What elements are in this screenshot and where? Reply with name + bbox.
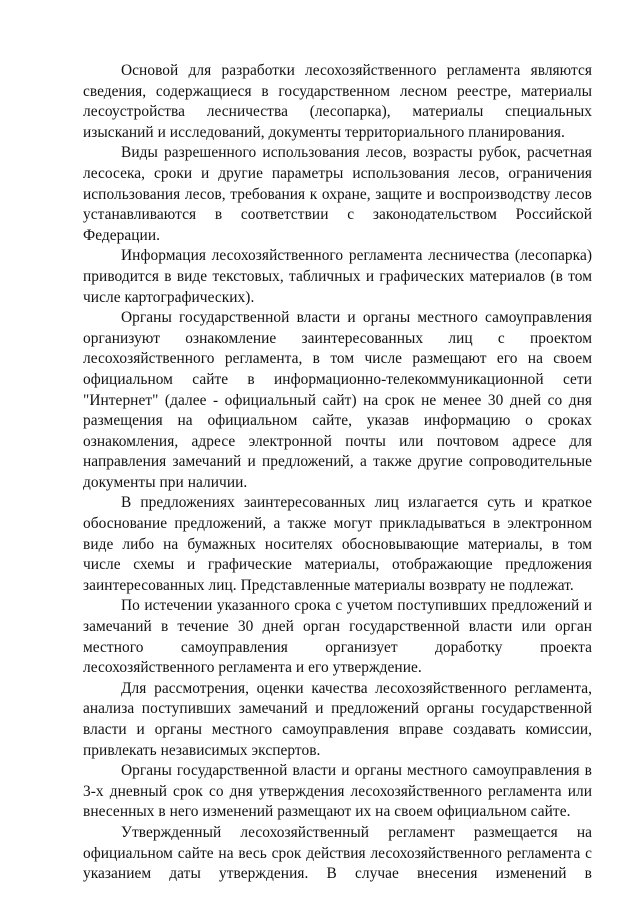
paragraph-4: Органы государственной власти и органы местного самоуправления организуют ознакомление заинтересованных лиц с проектом лесохозяйственного регламента, в том числе размещают его на своем официальном сайте в информационно-телекоммуникационной сети "Интернет" (далее - официальный сайт) на срок не менее 30 дней со дня размещения на официальном сайте, указав информацию о сроках ознакомления, адресе электронной почты или почтовом адресе для направления замечаний и предложений, а также другие сопроводительные документы при наличии. (83, 309, 592, 491)
paragraph-1: Основой для разработки лесохозяйственного регламента являются сведения, содержащиеся в государственном лесном реестре, материалы лесоустройства лесничества (лесопарка), материалы специальных изысканий и исследований, документы территориального планирования. (83, 62, 592, 141)
paragraph-7: Для рассмотрения, оценки качества лесохозяйственного регламента, анализа поступивших замечаний и предложений органы государственной власти и органы местного самоуправления вправе создавать комиссии, привлекать независимых экспертов. (83, 679, 592, 759)
paragraph-3: Информация лесохозяйственного регламента лесничества (лесопарка) приводится в виде текстовых, табличных и графических материалов (в том числе картографических). (83, 247, 592, 306)
paragraph-2: Виды разрешенного использования лесов, возрасты рубок, расчетная лесосека, сроки и другие параметры использования лесов, ограничения использования лесов, требования к охране, защите и воспроизводству лесов устанавливаются в соответствии с законодательством Российской Федерации. (83, 144, 592, 244)
paragraph-6: По истечении указанного срока с учетом поступивших предложений и замечаний в течение 30 дней орган государственной власти или орган местного самоуправления организует доработку проекта лесохозяйственного регламента и его утверждение. (83, 597, 592, 677)
paragraph-8: Органы государственной власти и органы местного самоуправления в 3-х дневный срок со дня утверждения лесохозяйственного регламента или внесенных в него изменений размещают их на своем официальном сайте. (83, 762, 592, 821)
paragraph-9: Утвержденный лесохозяйственный регламент размещается на официальном сайте на весь срок действия лесохозяйственного регламента с указанием даты утверждения. В случае внесения изменений в (83, 823, 592, 883)
paragraph-5: В предложениях заинтересованных лиц излагается суть и краткое обоснование предложений, а также могут прикладываться в электронном виде либо на бумажных носителях обосновывающие материалы, в том числе схемы и графические материалы, отображающие предложения заинтересованных лиц. Представленные материалы возврату не подлежат. (83, 494, 592, 594)
